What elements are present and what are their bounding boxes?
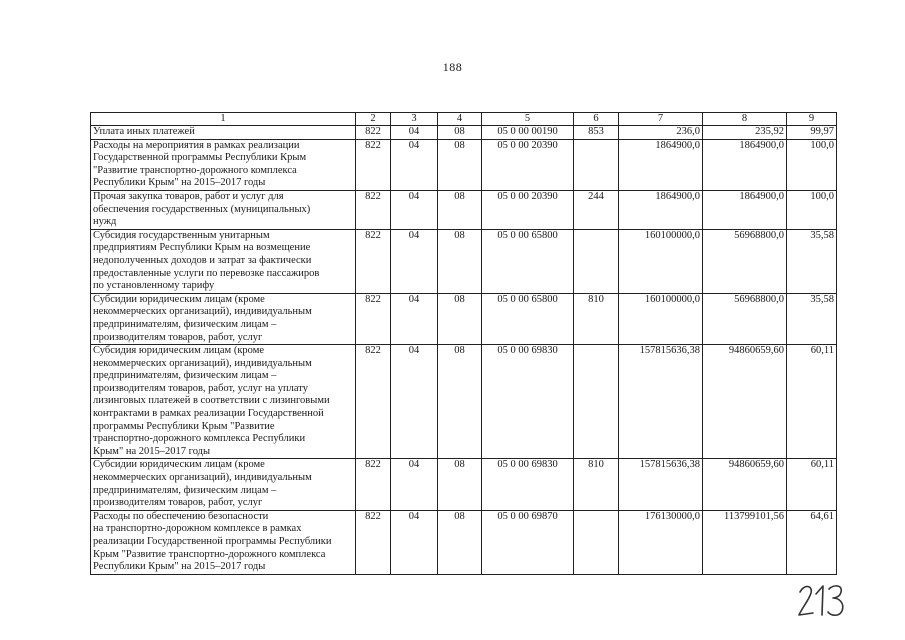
code-pr: 08 (438, 510, 482, 574)
row-name: Субсидия юридическим лицам (кроме некоммерческих организаций), индивидуальным предпринимателям, физическим лицам – производителям товаров, работ, услуг на уплату лизинговых платежей в соответствии с лизинговыми контрактами в рамках реализации Государственной программы Республики Крым "Развитие транспортно-дорожного комплекса Республики Крым" на 2015–2017 годы (91, 345, 356, 459)
col-header: 4 (438, 113, 482, 126)
table-row (91, 126, 837, 140)
table-row (91, 345, 837, 459)
row-name: Прочая закупка товаров, работ и услуг для обеспечения государственных (муниципальных) нужд (91, 190, 356, 229)
code-gr: 822 (356, 345, 391, 459)
amount-actual: 94860659,60 (703, 345, 787, 459)
col-header: 9 (787, 113, 837, 126)
code-gr: 822 (356, 126, 391, 140)
code-csr: 05 0 00 69870 (482, 510, 574, 574)
code-rz: 04 (391, 190, 438, 229)
page-number: 188 (442, 60, 463, 74)
amount-plan: 236,0 (619, 126, 703, 140)
code-pr: 08 (438, 293, 482, 344)
code-pr: 08 (438, 139, 482, 190)
code-csr: 05 0 00 65800 (482, 293, 574, 344)
col-header: 6 (574, 113, 619, 126)
code-vr: 244 (574, 190, 619, 229)
code-csr: 05 0 00 65800 (482, 229, 574, 293)
code-gr: 822 (356, 229, 391, 293)
row-name: Субсидии юридическим лицам (кроме некоммерческих организаций), индивидуальным предпринимателям, физическим лицам – производителям товаров, работ, услуг (91, 459, 356, 510)
code-pr: 08 (438, 345, 482, 459)
code-rz: 04 (391, 126, 438, 140)
table-row (91, 510, 837, 574)
amount-actual: 235,92 (703, 126, 787, 140)
code-vr: 853 (574, 126, 619, 140)
code-rz: 04 (391, 510, 438, 574)
code-gr: 822 (356, 459, 391, 510)
code-vr (574, 229, 619, 293)
code-gr: 822 (356, 293, 391, 344)
amount-plan: 157815636,38 (619, 345, 703, 459)
percent-done: 35,58 (787, 293, 837, 344)
code-pr: 08 (438, 190, 482, 229)
amount-plan: 160100000,0 (619, 229, 703, 293)
code-rz: 04 (391, 345, 438, 459)
code-vr (574, 139, 619, 190)
code-vr: 810 (574, 459, 619, 510)
percent-done: 35,58 (787, 229, 837, 293)
budget-table (90, 112, 837, 575)
amount-actual: 56968800,0 (703, 293, 787, 344)
col-header: 3 (391, 113, 438, 126)
table-row (91, 229, 837, 293)
table-row (91, 293, 837, 344)
col-header: 1 (91, 113, 356, 126)
amount-actual: 1864900,0 (703, 139, 787, 190)
code-csr: 05 0 00 69830 (482, 345, 574, 459)
code-pr: 08 (438, 459, 482, 510)
code-vr (574, 510, 619, 574)
code-vr: 810 (574, 293, 619, 344)
row-name: Субсидии юридическим лицам (кроме некоммерческих организаций), индивидуальным предпринимателям, физическим лицам – производителям товаров, работ, услуг (91, 293, 356, 344)
code-pr: 08 (438, 126, 482, 140)
table-row (91, 190, 837, 229)
code-gr: 822 (356, 510, 391, 574)
amount-actual: 56968800,0 (703, 229, 787, 293)
col-header: 7 (619, 113, 703, 126)
percent-done: 100,0 (787, 139, 837, 190)
table-row (91, 139, 837, 190)
code-gr: 822 (356, 190, 391, 229)
table-row (91, 459, 837, 510)
code-csr: 05 0 00 69830 (482, 459, 574, 510)
amount-plan: 1864900,0 (619, 190, 703, 229)
percent-done: 60,11 (787, 459, 837, 510)
amount-actual: 94860659,60 (703, 459, 787, 510)
code-rz: 04 (391, 293, 438, 344)
percent-done: 99,97 (787, 126, 837, 140)
amount-plan: 1864900,0 (619, 139, 703, 190)
amount-plan: 157815636,38 (619, 459, 703, 510)
code-rz: 04 (391, 139, 438, 190)
code-rz: 04 (391, 459, 438, 510)
percent-done: 100,0 (787, 190, 837, 229)
code-gr: 822 (356, 139, 391, 190)
col-header: 8 (703, 113, 787, 126)
handwritten-page-number (796, 582, 848, 620)
percent-done: 64,61 (787, 510, 837, 574)
header-row (91, 113, 837, 126)
row-name: Уплата иных платежей (91, 126, 356, 140)
row-name: Расходы по обеспечению безопасности на транспортно-дорожном комплексе в рамках реализации Государственной программы Республики Крым "Развитие транспортно-дорожного комплекса Республики Крым" на 2015–2017 годы (91, 510, 356, 574)
code-pr: 08 (438, 229, 482, 293)
percent-done: 60,11 (787, 345, 837, 459)
amount-plan: 160100000,0 (619, 293, 703, 344)
amount-actual: 1864900,0 (703, 190, 787, 229)
code-rz: 04 (391, 229, 438, 293)
amount-plan: 176130000,0 (619, 510, 703, 574)
col-header: 5 (482, 113, 574, 126)
code-csr: 05 0 00 20390 (482, 190, 574, 229)
row-name: Субсидия государственным унитарным предприятиям Республики Крым на возмещение недополученных доходов и затрат за фактически предоставленные услуги по перевозке пассажиров по установленному тарифу (91, 229, 356, 293)
code-csr: 05 0 00 20390 (482, 139, 574, 190)
code-csr: 05 0 00 00190 (482, 126, 574, 140)
col-header: 2 (356, 113, 391, 126)
code-vr (574, 345, 619, 459)
row-name: Расходы на мероприятия в рамках реализации Государственной программы Республики Крым "Развитие транспортно-дорожного комплекса Республики Крым" на 2015–2017 годы (91, 139, 356, 190)
amount-actual: 113799101,56 (703, 510, 787, 574)
